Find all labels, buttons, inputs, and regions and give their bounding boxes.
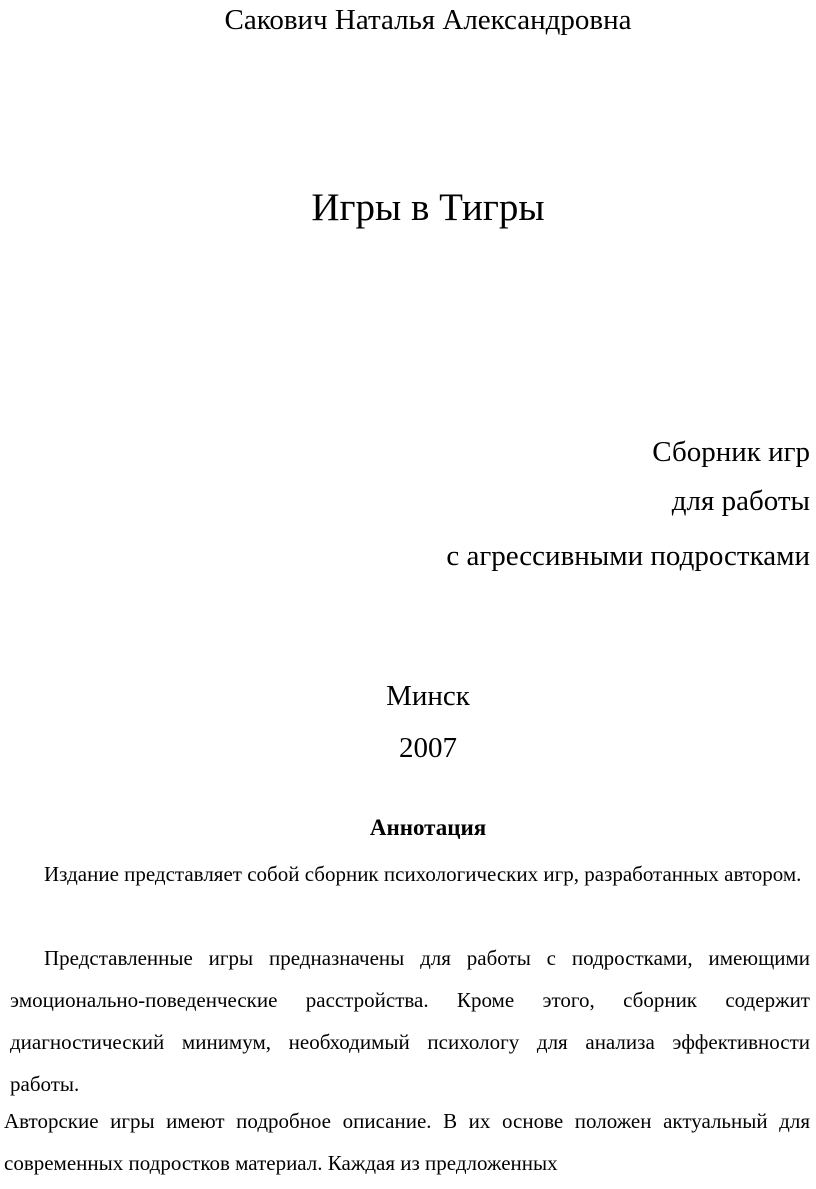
annotation-heading: Аннотация — [369, 815, 487, 840]
publication-city: Минск — [386, 680, 470, 712]
subtitle-line-3: с агрессивными подростками — [446, 540, 810, 572]
annotation-paragraph-1: Издание представляет собой сборник психологических игр, разработанных автором. — [44, 862, 802, 886]
annotation-paragraph-3: Авторские игры имеют подробное описание. В их основе положен актуальный для современных подростков материал. Каждая из предложенных — [4, 1109, 810, 1175]
annotation-paragraph-2: Представленные игры предназначены для работы с подростками, имеющими эмоционально-поведенческие расстройства. Кроме этого, сборник содержит диагностический минимум, необходимый психологу для анализа эффективности работы. — [10, 946, 810, 1096]
author-name: Сакович Наталья Александровна — [224, 4, 632, 36]
publication-year: 2007 — [399, 732, 457, 764]
subtitle-line-2: для работы — [671, 485, 810, 517]
book-title: Игры в Тигры — [311, 186, 545, 229]
subtitle-line-1: Сборник игр — [652, 436, 810, 468]
